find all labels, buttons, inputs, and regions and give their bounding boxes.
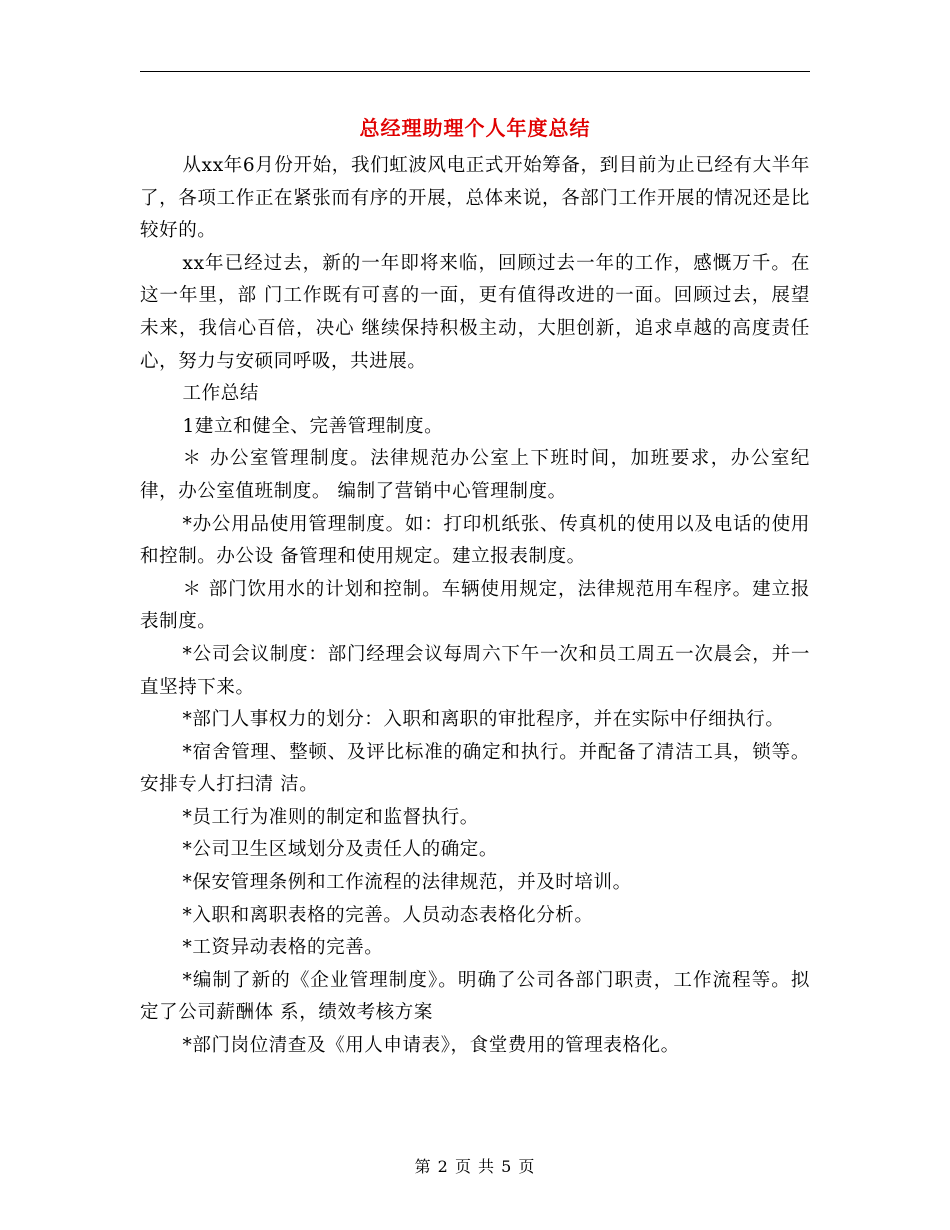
list-item: ＊ 部门饮用水的计划和控制。车辆使用规定，法律规范用车程序。建立报表制度。 [140,578,810,633]
list-item: *公司卫生区域划分及责任人的确定。 [182,839,498,861]
paragraph-review: xx年已经过去，新的一年即将来临，回顾过去一年的工作，感慨万千。在这一年里，部 门工作既有可喜的一面，更有值得改进的一面。回顾过去，展望未来，我信心百倍，决心 继续保持积极主动，大胆创新，追求卓越的高度责任心，努力与安硕同呼吸，共进展。 [140,252,810,372]
header-rule [140,71,810,72]
list-item: *宿舍管理、整顿、及评比标准的确定和执行。并配备了清洁工具，锁等。安排专人打扫清 洁。 [140,741,810,796]
list-item: ＊ 办公室管理制度。法律规范办公室上下班时间，加班要求，办公室纪律，办公室值班制度。 编制了营销中心管理制度。 [140,448,810,502]
section-heading: 工作总结 [182,383,259,405]
list-item: *员工行为准则的制定和监督执行。 [182,806,479,828]
list-item: *工资异动表格的完善。 [182,937,384,959]
paragraph-intro: 从xx年6月份开始，我们虹波风电正式开始筹备，到目前为止已经有大半年了，各项工作正在紧张而有序的开展，总体来说，各部门工作开展的情况还是比较好的。 [140,155,810,242]
list-item: *部门岗位清查及《用人申请表》，食堂费用的管理表格化。 [182,1035,680,1057]
list-item: *编制了新的《企业管理制度》。明确了公司各部门职责，工作流程等。拟定了公司薪酬体 系，绩效考核方案 [140,969,810,1024]
footer-middle: 页 共 [454,1157,496,1176]
footer-prefix: 第 [414,1157,432,1176]
document-title: 总经理助理个人年度总结 [359,116,591,140]
list-item: *公司会议制度：部门经理会议每周六下午一次和员工周五一次晨会，并一直坚持下来。 [140,643,810,698]
list-item: *办公用品使用管理制度。如：打印机纸张、传真机的使用以及电话的使用和控制。办公设 备管理和使用规定。建立报表制度。 [140,513,810,568]
footer-total-pages: 5 [501,1157,513,1176]
footer-suffix: 页 [518,1157,536,1176]
document-body [140,150,810,1063]
list-item: *入职和离职表格的完善。人员动态表格化分析。 [182,904,594,926]
list-item: *部门人事权力的划分：入职和离职的审批程序，并在实际中仔细执行。 [182,709,785,731]
footer-current-page: 2 [437,1157,449,1176]
page-footer [0,1154,950,1177]
list-item: *保安管理条例和工作流程的法律规范，并及时培训。 [182,872,632,894]
list-item: 1建立和健全、完善管理制度。 [182,415,444,437]
